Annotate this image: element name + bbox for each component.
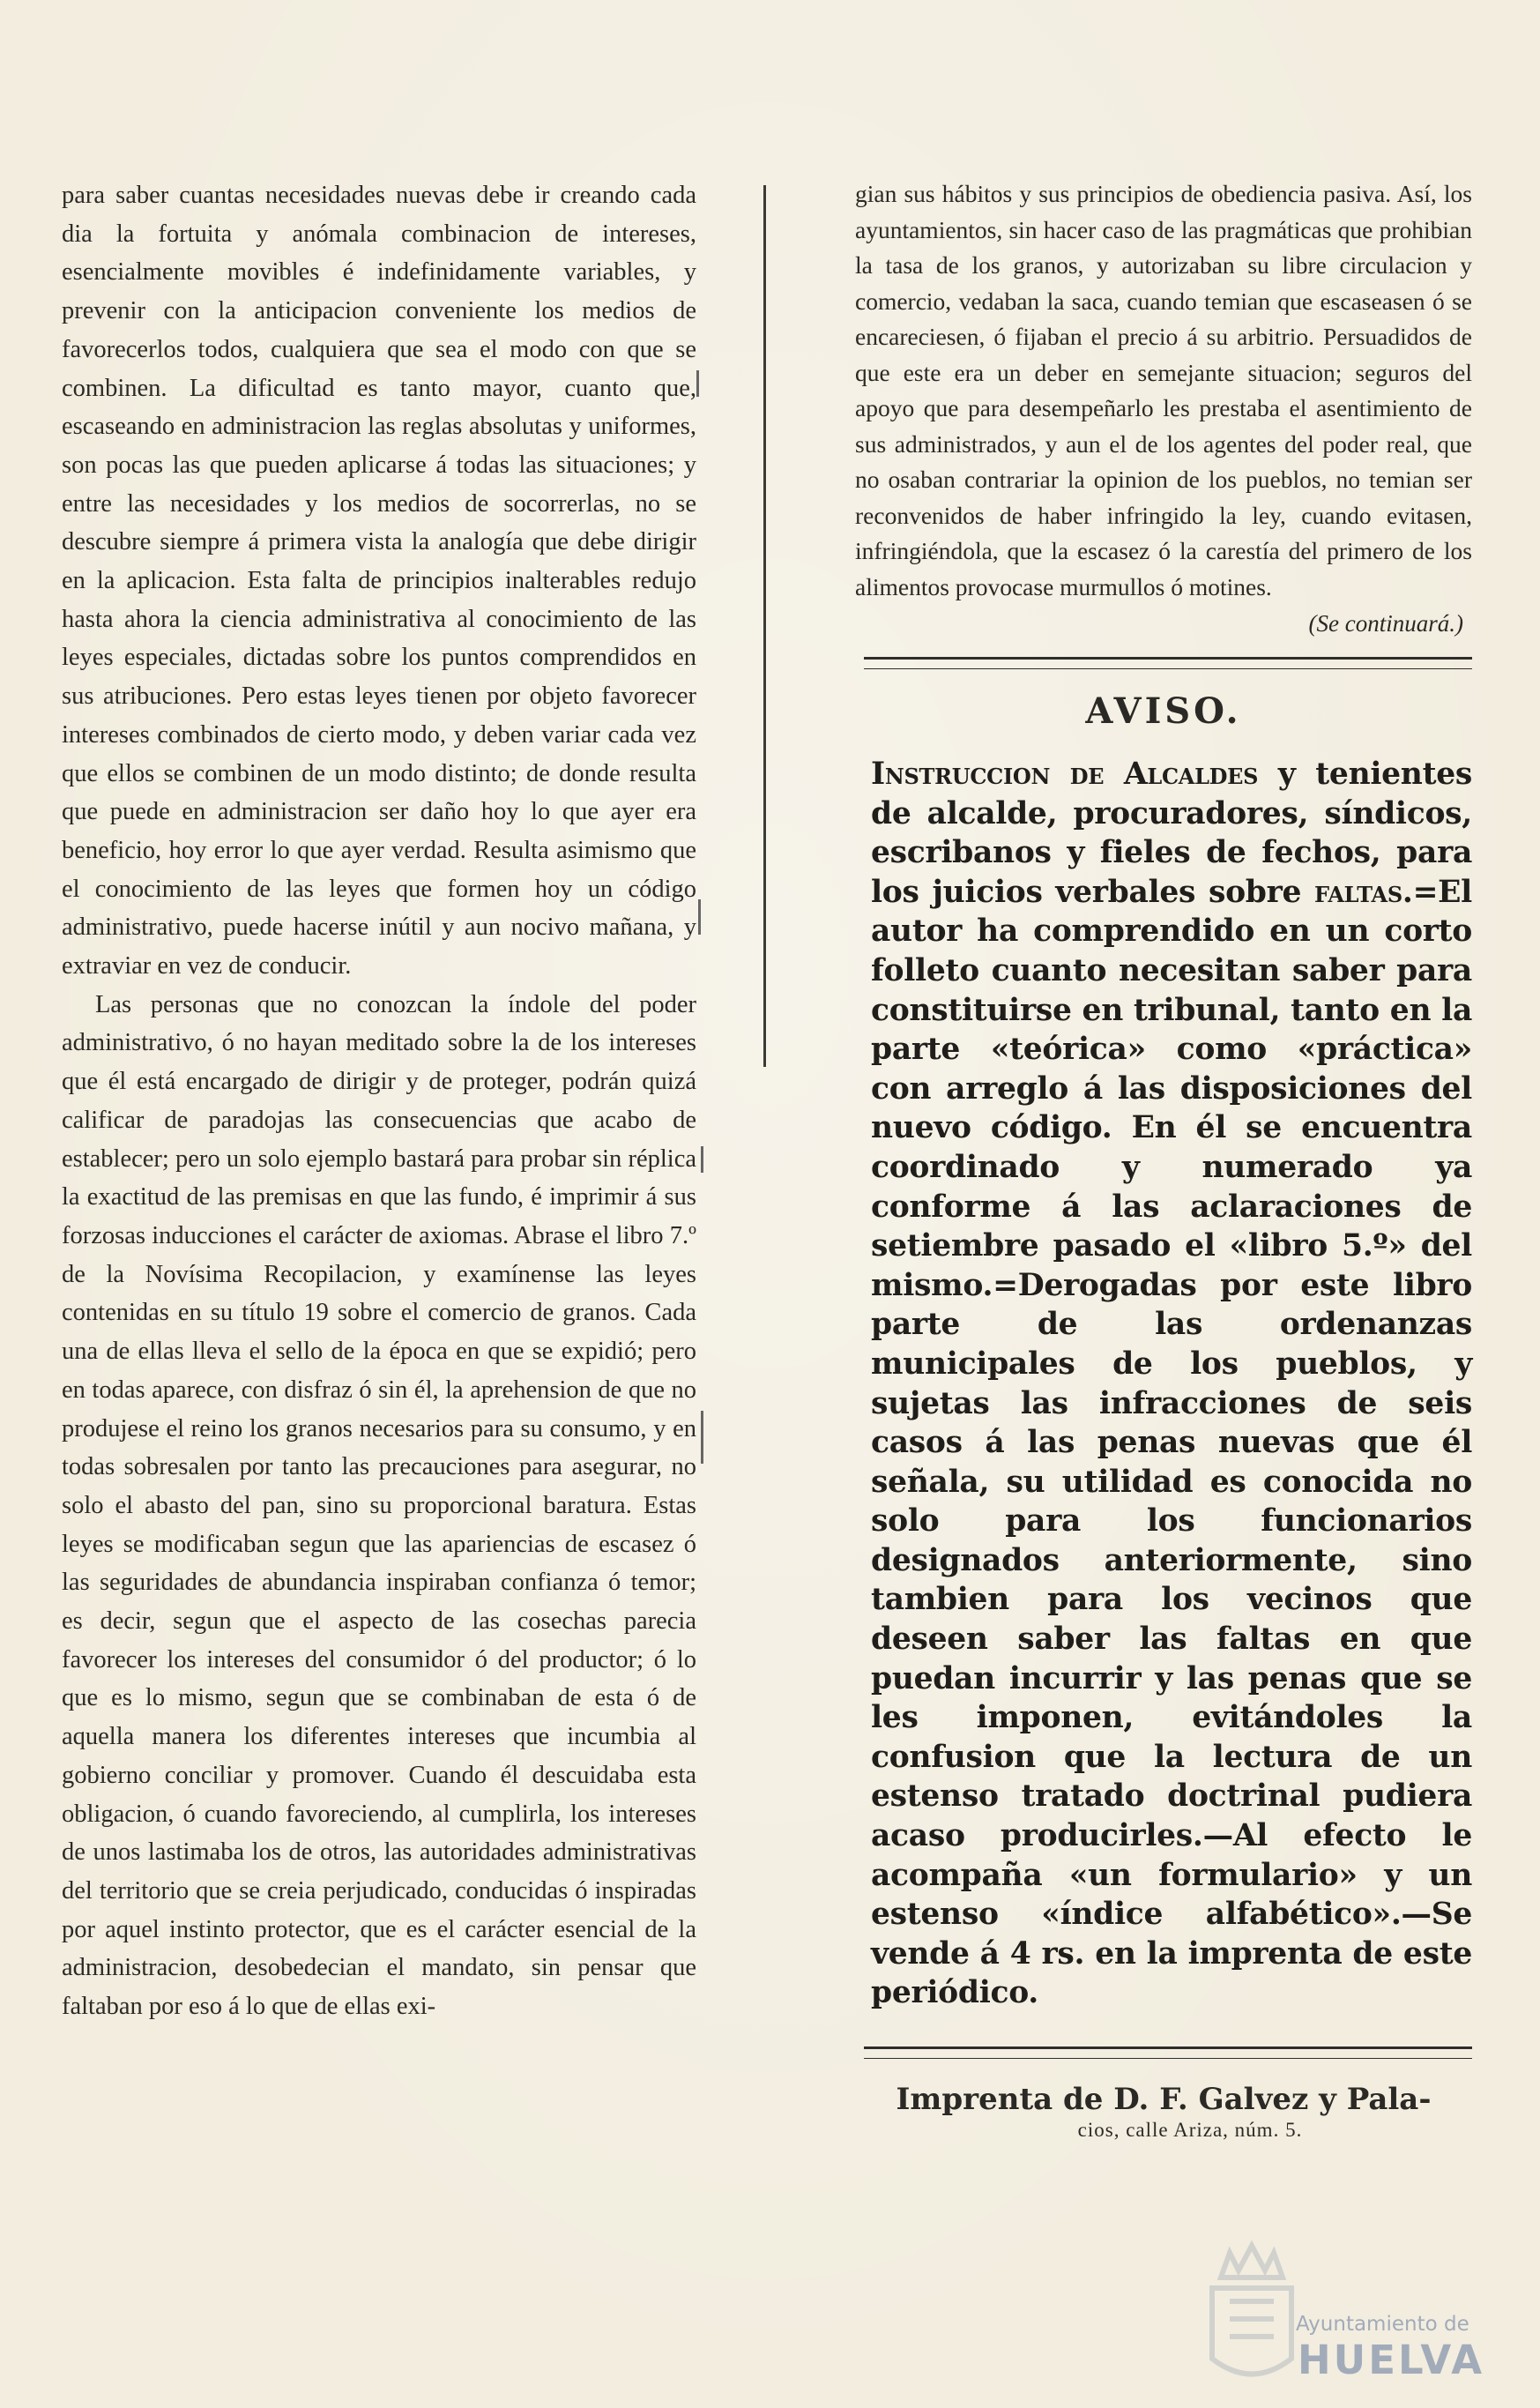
section-rule-top	[864, 657, 1472, 669]
margin-mark	[701, 1411, 703, 1464]
margin-mark	[701, 1146, 703, 1173]
left-paragraph-1: para saber cuantas necesidades nuevas debe ir creando cada dia la fortuita y anómala combinacion de intereses, esencialmente movibles é indefinidamente variables, y prevenir con la anticipacion conveniente los medios de favorecerlos todos, cualquiera que sea el modo con que se combinen. La dificultad es tanto mayor, cuanto que, escaseando en administracion las reglas absolutas y uniformes, son pocas las que pueden aplicarse á todas las situaciones; y entre las necesidades y los medios de socorrerlas, no se descubre siempre á primera vista la analogía que debe dirigir en la aplicacion. Esta falta de principios inalterables redujo hasta ahora la ciencia administrativa al conocimiento de las leyes especiales, dictadas sobre los puntos comprendidos en sus atribuciones. Pero estas leyes tienen por objeto favorecer intereses combinados de cierto modo, y deben variar cada vez que ellos se combinen de un modo distinto; de donde resulta que puede en administracion ser daño hoy lo que ayer era beneficio, hoy error lo que ayer verdad. Resulta asimismo que el conocimiento de las leyes que formen hoy un código administrativo, puede hacerse inútil y aun nocivo mañana, y extraviar en vez de conducir.	[62, 182, 696, 980]
section-rule-bottom	[864, 2046, 1472, 2059]
margin-mark	[698, 899, 701, 935]
watermark-text-line1: Ayuntamiento de	[1296, 2313, 1469, 2336]
watermark-text-line2: HUELVA	[1298, 2337, 1485, 2383]
left-paragraph-2: Las personas que no conozcan la índole del poder administrativo, ó no hayan meditado sobre la de los intereses que él está encargado de dirigir y de proteger, podrán quizá calificar de paradojas las consecuencias que acabo de establecer; pero un solo ejemplo bastará para probar sin réplica la exactitud de las premisas en que las fundo, é imprimir á sus forzosas inducciones el carácter de axiomas. Abrase el libro 7.º de la Novísima Recopilacion, y examínense las leyes contenidas en su título 19 sobre el comercio de granos. Cada una de ellas lleva el sello de la época en que se expidió; pero en todas aparece, con disfraz ó sin él, la aprehension de que no produjese el reino los granos necesarios para su consumo, y en todas sobresalen por tanto las precauciones para asegurar, no solo el abasto del pan, sino su proporcional baratura. Estas leyes se modificaban segun que las apariencias de escasez ó las seguridades de abundancia inspiraban confianza ó temor; es decir, segun que el aspecto de las cosechas parecia favorecer los intereses del consumidor ó del productor; ó lo que es lo mismo, segun que se combinaban de esta ó de aquella manera los diferentes intereses que incumbia al gobierno conciliar y promover. Cuando él descuidaba esta obligacion, ó cuando favoreciendo, al cumplirla, los intereses de unos lastimaba los de otros, las autoridades administrativas del territorio que se creia perjudicado, conducidas ó inspiradas por aquel instinto protector, que es el carácter esencial de la administracion, desobedecian el mandato, sin pensar que faltaban por eso á lo que de ellas exi-	[62, 990, 696, 2021]
printer-address: cios, calle Ariza, núm. 5.	[1077, 2119, 1303, 2141]
aviso-heading: AVISO.	[1085, 690, 1242, 732]
aviso-notice	[871, 755, 1472, 2013]
aviso-text-1: y tenientes de alcalde, procuradores, síndicos, escribanos y fieles de fechos, para los juicios verbales sobre	[871, 757, 1472, 910]
printer-imprint: Imprenta de D. F. Galvez y Pala-	[896, 2082, 1432, 2117]
left-column	[62, 176, 696, 2026]
margin-mark	[696, 370, 699, 397]
right-paragraph-1: gian sus hábitos y sus principios de obediencia pasiva. Así, los ayuntamientos, sin hacer caso de las pragmáticas que prohibian la tasa de los granos, y autorizaban su libre circulacion y comercio, vedaban la saca, cuando temian que escaseasen ó se encareciesen, ó fijaban el precio á su arbitrio. Persuadidos de que este era un deber en semejante situacion; seguros del apoyo que para desempeñarlo les prestaba el asentimiento de sus administrados, y aun el de los agentes del poder real, que no osaban contrariar la opinion de los pueblos, no temian ser reconvenidos de haber infringido la ley, cuando evitasen, infringiéndola, que la escasez ó la carestía del primero de los alimentos provocase murmullos ó motines.	[855, 180, 1472, 600]
aviso-faltas: faltas.	[1313, 874, 1413, 910]
continuation-note: (Se continuará.)	[1308, 610, 1463, 637]
aviso-text-2: =El autor ha comprendido en un corto folleto cuanto necesitan saber para constituirse en tribunal, tanto en la parte «teórica» como «práctica» con arreglo á las disposiciones del nuevo código. En él se encuentra coordinado y numerado ya conforme á las aclaraciones de setiembre pasado el «libro 5.º» del mismo.=Derogadas por este libro parte de las ordenanzas municipales de los pueblos, y sujetas las infracciones de seis casos á las penas nuevas que él señala, su utilidad es conocida no solo para los funcionarios designados anteriormente, sino tambien para los vecinos que deseen saber las faltas en que puedan incurrir y las penas que se les imponen, evitándoles la confusion que la lectura de un estenso tratado doctrinal pudiera acaso producirles.—Al efecto le acompaña «un formulario» y un estenso «índice alfabético».—Se vende á 4 rs. en la imprenta de este periódico.	[871, 874, 1472, 2011]
right-column	[855, 176, 1472, 2142]
aviso-lead: Instruccion de Alcaldes	[871, 757, 1259, 792]
column-divider	[763, 185, 766, 1067]
